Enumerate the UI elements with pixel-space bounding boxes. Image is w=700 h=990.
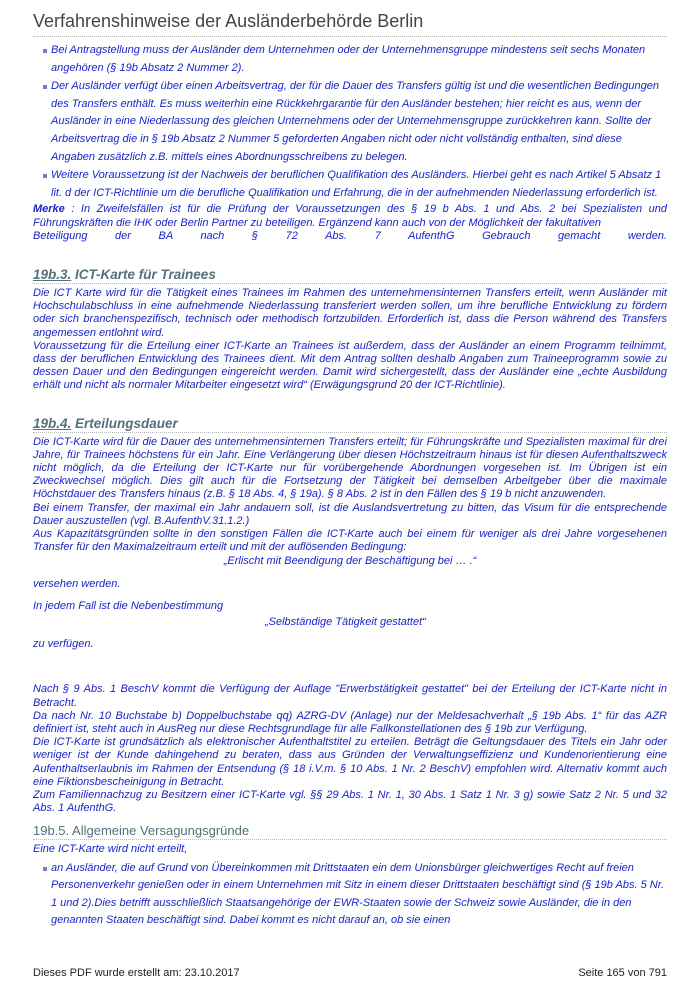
paragraph: Aus Kapazitätsgründen sollte in den sonstigen Fällen die ICT-Karte auch bei einem für weniger als drei Jahre vorgesehenen Transfer für den Maximalzeitraum erteilt und mit der auflösenden Bedingung:: [33, 528, 667, 554]
page-content: [33, 42, 667, 931]
section-number: 19b.4.: [33, 415, 72, 431]
paragraph: Zum Familiennachzug zu Besitzern einer ICT-Karte vgl. §§ 29 Abs. 1 Nr. 1, 30 Abs. 1 Satz 1 Nr. 3 g) sowie Satz 2 Nr. 5 und 32 Abs. 1 AufenthG.: [33, 789, 667, 815]
requirements-list: [33, 42, 667, 202]
merke-last-line: Beteiligung der BA nach § 72 Abs. 7 AufenthG Gebrauch gemacht werden.: [33, 229, 667, 242]
created-date: Dieses PDF wurde erstellt am: 23.10.2017: [33, 967, 240, 979]
merke-note: [33, 203, 667, 229]
paragraph: Die ICT-Karte ist grundsätzlich als elektronischer Aufenthaltstitel zu erteilen. Beträgt die Geltungsdauer des Titels ein Jahr oder weniger ist der Kunde dahingehend zu beraten, dass aus Gründen der Verwaltungseffizienz und Kundenorientierung eine Aufenthaltserlaubnis im Rahmen der Entsendung (§ 18 i.V.m. § 10 Abs. 1 Nr. 2 BeschV) empfohlen wird. Alternativ kommt auch eine Fiktionsbescheinigung in Betracht.: [33, 736, 667, 788]
paragraph: zu verfügen.: [33, 638, 94, 651]
paragraph: versehen werden.: [33, 577, 121, 590]
paragraph: Bei einem Transfer, der maximal ein Jahr andauern soll, ist die Auslandsvertretung zu bitten, das Visum für die entsprechende Dauer auszustellen (vgl. B.AufenthV.31.1.2.): [33, 501, 667, 527]
document-title: Verfahrenshinweise der Ausländerbehörde Berlin: [33, 11, 424, 31]
paragraph: Die ICT Karte wird für die Tätigkeit eines Trainees im Rahmen des unternehmensinternen Transfers erteilt, wenn Ausländer mit Hochschulabschluss in eine aufnehmende Niederlassung transferiert werden sollen, um ihre berufliche Entwicklung zu fördern oder sich branchenspezifisch, technisch oder methodisch fortzubilden. Erforderlich ist, dass die Person während des Transfers angemessen entlohnt wird.: [33, 286, 667, 339]
condition-quote: „Selbständige Tätigkeit gestattet“: [265, 616, 426, 629]
section-heading-19b3: [33, 267, 667, 284]
paragraph: Eine ICT-Karte wird nicht erteilt,: [33, 843, 188, 856]
page-header: [33, 11, 667, 37]
paragraph: Die ICT-Karte wird für die Dauer des unternehmensinternen Transfers erteilt; für Führungskräfte und Spezialisten maximal für drei Jahre, für Trainees höchstens für ein Jahr. Eine Verlängerung über diesen Höchstzeitraum hinaus ist für diesen Aufenthaltszweck nicht möglich, da die Erteilung der ICT-Karte nur für vorübergehende Abordnungen vorgesehen ist. Im Übrigen ist ein Zweckwechsel möglich. Dies gilt auch für die Fortsetzung der Tätigkeit bei demselben Arbeitgeber über die maximale Höchstdauer des Transfers hinaus (z.B. § 18 Abs. 4, § 19a). § 8 Abs. 2 ist in den Fällen des § 19 b nicht anzuwenden.: [33, 435, 667, 501]
page-number: Seite 165 von 791: [578, 967, 667, 979]
merke-label: Merke: [33, 203, 65, 216]
paragraph: Da nach Nr. 10 Buchstabe b) Doppelbuchstabe qq) AZRG-DV (Anlage) nur der Meldesachverhalt „§ 19b Abs. 1“ für das AZR definiert ist, steht auch in AusReg nur diese Rechtsgrundlage für alle Fallkonstellationen des § 19b zur Verfügung.: [33, 709, 667, 736]
section-number: 19b.3.: [33, 266, 72, 282]
paragraph: Nach § 9 Abs. 1 BeschV kommt die Verfügung der Auflage "Erwerbstätigkeit gestattet" bei der Erteilung der ICT-Karte nicht in Betracht.: [33, 683, 667, 709]
list-item: an Ausländer, die auf Grund von Übereinkommen mit Drittstaaten ein dem Unionsbürger gleichwertiges Recht auf freien Personenverkehr genießen oder in einem Unternehmen mit Sitz in einem dieser Drittstaaten beschäftigt sind (§ 19b Abs. 5 Nr. 1 und 2).Dies betrifft ausschließlich Staatsangehörige der EWR-Staaten sowie der Schweiz sowie Ausländer, die in den genannten Staaten beschäftigt sind. Dabei kommt es nicht darauf an, ob sie einen: [44, 860, 667, 930]
paragraph: In jedem Fall ist die Nebenbestimmung: [33, 599, 224, 612]
section-title: ICT-Karte für Trainees: [71, 266, 216, 282]
section-heading-19b4: [33, 416, 667, 433]
section-heading-19b5: 19b.5. Allgemeine Versagungsgründe: [33, 823, 667, 840]
list-item: Weitere Voraussetzung ist der Nachweis der beruflichen Qualifikation des Ausländers. Hierbei geht es nach Artikel 5 Absatz 1 lit. d der ICT-Richtlinie um die berufliche Qualifikation und Erfahrung, die in der aufnehmenden Niederlassung erforderlich ist.: [44, 167, 667, 202]
list-item: Der Ausländer verfügt über einen Arbeitsvertrag, der für die Dauer des Transfers gültig ist und die wesentlichen Bedingungen des Transfers enthält. Es muss weiterhin eine Rückkehrgarantie für den Ausländer bestehen; hier reicht es aus, wenn der Ausländer in eine Niederlassung des gleichen Unternehmens oder der Unternehmensgruppe zurückkehren kann. Sollte der Arbeitsvertrag die in § 19b Absatz 2 Nummer 5 geforderten Angaben nicht oder nicht vollständig enthalten, sind diese Angaben zusätzlich z.B. mittels eines Abordnungsschreibens zu belegen.: [44, 78, 667, 166]
merke-text: : In Zweifelsfällen ist für die Prüfung der Voraussetzungen des § 19 b Abs. 1 und Abs. 2 bei Spezialisten und Führungskräften die IHK oder Berlin Partner zu beteiligen. Ergänzend kann auch von der Möglichkeit der fakultativen: [33, 203, 667, 229]
paragraph: Voraussetzung für die Erteilung einer ICT-Karte an Trainees ist außerdem, dass der Ausländer an einem Programm teilnimmt, dass der beruflichen Entwicklung des Trainees dient. Mit dem Antrag sollten deshalb Angaben zum Traineeprogramm sowie zu dessen Dauer und den Bedingungen eingereicht werden. Damit wird sichergestellt, dass der Ausländer eine „echte Ausbildung erhält und nicht als normaler Mitarbeiter eingesetzt wird“ (Erwägungsgrund 20 der ICT-Richtlinie).: [33, 339, 667, 392]
refusal-list: [33, 860, 667, 930]
list-item: Bei Antragstellung muss der Ausländer dem Unternehmen oder der Unternehmensgruppe mindestens seit sechs Monaten angehören (§ 19b Absatz 2 Nummer 2).: [44, 42, 667, 77]
section-title: Erteilungsdauer: [71, 415, 178, 431]
condition-quote: „Erlischt mit Beendigung der Beschäftigung bei … .“: [223, 555, 477, 568]
page-footer: [33, 967, 667, 979]
